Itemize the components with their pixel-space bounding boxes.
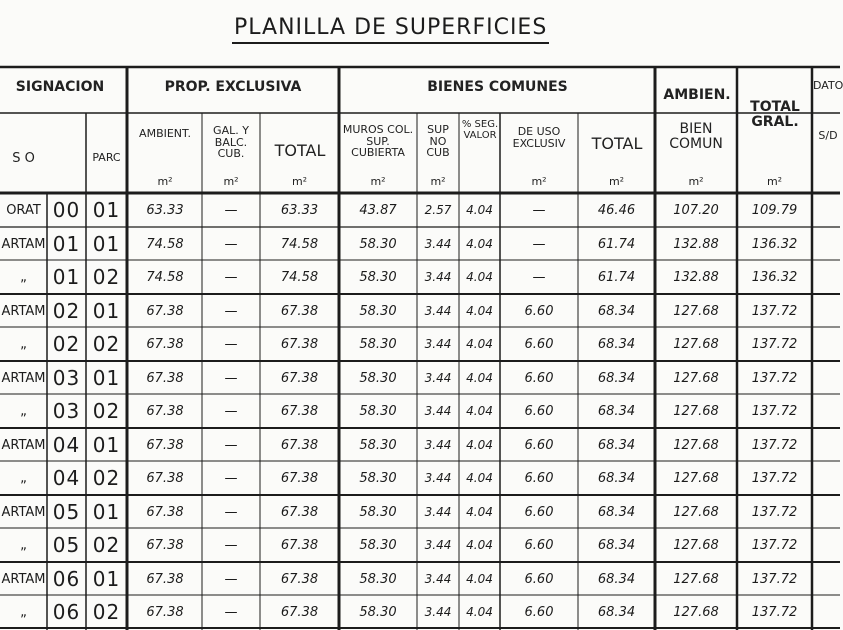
cell-gal: — [224, 337, 238, 352]
unit-total-gral: m² [766, 175, 783, 188]
cell-piso: 06 [52, 600, 81, 624]
cell-uso: „ [20, 605, 27, 620]
unit-sup-no-cub: m² [430, 175, 446, 188]
cell-exclusivo: 6.60 [524, 471, 554, 486]
cell-total-bc: 68.34 [597, 572, 636, 587]
cell-uso: ORAT [6, 203, 41, 218]
unit-ambient: m² [157, 175, 173, 188]
subheader-gal-balc: GAL. Y BALC. CUB. [213, 124, 249, 161]
table-row [0, 529, 840, 562]
cell-gal: — [224, 203, 238, 218]
cell-ambient: 74.58 [146, 270, 184, 285]
subheader-total-prop: TOTAL [274, 141, 326, 160]
cell-piso: 00 [52, 198, 81, 222]
cell-seg: 4.04 [466, 337, 493, 351]
table-row [0, 295, 840, 328]
cell-total-bc: 68.34 [597, 438, 636, 453]
cell-seg: 4.04 [466, 404, 493, 418]
cell-muros: 58.30 [359, 505, 397, 520]
header-bienes-comunes: BIENES COMUNES [427, 79, 568, 95]
subheader-seg-valor: % SEG. VALOR [461, 119, 499, 141]
cell-total: 67.38 [280, 404, 319, 419]
cell-ambient: 67.38 [146, 505, 184, 520]
table-row [0, 395, 840, 428]
cell-muros: 58.30 [359, 404, 397, 419]
cell-total: 74.58 [280, 270, 319, 285]
cell-exclusivo: 6.60 [524, 605, 554, 620]
subheader-total-bienes: TOTAL [591, 134, 643, 153]
cell-piso: 02 [52, 332, 81, 356]
cell-total-gral: 137.72 [751, 438, 798, 453]
cell-gal: — [224, 371, 238, 386]
cell-gal: — [224, 404, 238, 419]
cell-parc: 02 [92, 533, 121, 557]
cell-total-bc: 68.34 [597, 337, 636, 352]
cell-uso: ARTAM [1, 438, 46, 453]
cell-total-gral: 137.72 [751, 572, 798, 587]
table-row [0, 429, 840, 462]
cell-piso: 03 [52, 366, 81, 390]
cell-total: 67.38 [280, 337, 319, 352]
cell-bien-comun: 127.68 [673, 538, 719, 553]
cell-uso: „ [20, 471, 27, 486]
cell-parc: 01 [92, 500, 121, 524]
cell-total-gral: 137.72 [751, 404, 798, 419]
cell-seg: 4.04 [466, 572, 493, 586]
cell-gal: — [224, 304, 238, 319]
cell-total: 63.33 [280, 203, 319, 218]
cell-total-bc: 46.46 [597, 203, 636, 218]
cell-total-gral: 136.32 [751, 270, 798, 285]
cell-total-bc: 68.34 [597, 371, 636, 386]
cell-seg: 4.04 [466, 304, 493, 318]
table-row [0, 194, 840, 227]
cell-uso: ARTAM [1, 304, 46, 319]
cell-gal: — [224, 572, 238, 587]
cell-total-bc: 61.74 [597, 237, 636, 252]
cell-bien-comun: 127.68 [673, 605, 719, 620]
cell-sup-no-cub: 3.44 [424, 304, 452, 318]
cell-ambient: 67.38 [146, 304, 184, 319]
cell-seg: 4.04 [466, 237, 493, 251]
header-prop-exclusiva: PROP. EXCLUSIVA [164, 79, 302, 95]
cell-exclusivo: — [532, 270, 546, 285]
cell-total: 67.38 [280, 304, 319, 319]
cell-total-gral: 137.72 [751, 471, 798, 486]
cell-gal: — [224, 538, 238, 553]
cell-bien-comun: 132.88 [673, 270, 719, 285]
cell-sup-no-cub: 3.44 [424, 471, 452, 485]
table-row [0, 362, 840, 395]
cell-ambient: 63.33 [146, 203, 184, 218]
cell-seg: 4.04 [466, 505, 493, 519]
cell-piso: 05 [52, 500, 81, 524]
cell-total-gral: 137.72 [751, 304, 798, 319]
cell-uso: „ [20, 270, 27, 285]
cell-parc: 01 [92, 198, 121, 222]
cell-seg: 4.04 [466, 270, 493, 284]
cell-piso: 04 [52, 433, 81, 457]
cell-total-bc: 68.34 [597, 605, 636, 620]
table-row [0, 261, 840, 294]
cell-bien-comun: 127.68 [673, 572, 719, 587]
table-row [0, 563, 840, 596]
cell-muros: 58.30 [359, 237, 397, 252]
cell-bien-comun: 127.68 [673, 471, 719, 486]
cell-total-bc: 61.74 [597, 270, 636, 285]
cell-sup-no-cub: 3.44 [424, 438, 452, 452]
cell-sup-no-cub: 3.44 [424, 505, 452, 519]
cell-muros: 58.30 [359, 471, 397, 486]
cell-sup-no-cub: 3.44 [424, 337, 452, 351]
cell-total-gral: 137.72 [751, 371, 798, 386]
cell-total: 67.38 [280, 471, 319, 486]
cell-ambient: 67.38 [146, 471, 184, 486]
cell-exclusivo: 6.60 [524, 304, 554, 319]
cell-seg: 4.04 [466, 438, 493, 452]
cell-parc: 01 [92, 232, 121, 256]
cell-total-gral: 136.32 [751, 237, 798, 252]
cell-piso: 04 [52, 466, 81, 490]
cell-sup-no-cub: 3.44 [424, 270, 452, 284]
header-ambien: AMBIEN. [663, 87, 731, 103]
cell-bien-comun: 127.68 [673, 304, 719, 319]
cell-exclusivo: — [532, 203, 546, 218]
cell-piso: 05 [52, 533, 81, 557]
cell-parc: 02 [92, 399, 121, 423]
cell-bien-comun: 132.88 [673, 237, 719, 252]
cell-gal: — [224, 505, 238, 520]
header-designacion: SIGNACION [15, 79, 105, 95]
cell-piso: 01 [52, 232, 81, 256]
table-row [0, 328, 840, 361]
unit-exclusiv: m² [531, 175, 547, 188]
cell-gal: — [224, 605, 238, 620]
cell-muros: 58.30 [359, 538, 397, 553]
cell-total: 67.38 [280, 572, 319, 587]
cell-uso: „ [20, 538, 27, 553]
cell-piso: 06 [52, 567, 81, 591]
cell-total: 74.58 [280, 237, 319, 252]
cell-parc: 01 [92, 366, 121, 390]
subheader-ambient: AMBIENT. [139, 127, 191, 140]
cell-parc: 02 [92, 466, 121, 490]
cell-seg: 4.04 [466, 605, 493, 619]
unit-total-bienes: m² [608, 175, 625, 188]
cell-bien-comun: 127.68 [673, 404, 719, 419]
cell-bien-comun: 127.68 [673, 505, 719, 520]
cell-exclusivo: 6.60 [524, 337, 554, 352]
cell-exclusivo: 6.60 [524, 371, 554, 386]
cell-piso: 03 [52, 399, 81, 423]
cell-sup-no-cub: 3.44 [424, 538, 452, 552]
cell-total-bc: 68.34 [597, 538, 636, 553]
subheader-parc: PARC [92, 151, 121, 164]
cell-seg: 4.04 [466, 471, 493, 485]
cell-total-gral: 137.72 [751, 337, 798, 352]
cell-exclusivo: 6.60 [524, 505, 554, 520]
table-row [0, 496, 840, 529]
cell-muros: 58.30 [359, 371, 397, 386]
cell-bien-comun: 127.68 [673, 371, 719, 386]
cell-parc: 02 [92, 600, 121, 624]
cell-gal: — [224, 471, 238, 486]
cell-total-gral: 137.72 [751, 538, 798, 553]
page-title: PLANILLA DE SUPERFICIES [232, 14, 549, 44]
cell-total: 67.38 [280, 538, 319, 553]
cell-total: 67.38 [280, 438, 319, 453]
subheader-uso: S O [12, 151, 35, 166]
cell-piso: 02 [52, 299, 81, 323]
cell-muros: 58.30 [359, 337, 397, 352]
cell-total-gral: 137.72 [751, 605, 798, 620]
cell-parc: 01 [92, 433, 121, 457]
table-row [0, 462, 840, 495]
unit-gal: m² [223, 175, 239, 188]
cell-ambient: 67.38 [146, 371, 184, 386]
cell-parc: 02 [92, 332, 121, 356]
unit-muros: m² [370, 175, 386, 188]
cell-sup-no-cub: 3.44 [424, 572, 452, 586]
cell-gal: — [224, 270, 238, 285]
cell-sup-no-cub: 3.44 [424, 605, 452, 619]
cell-sup-no-cub: 3.44 [424, 371, 452, 385]
cell-ambient: 74.58 [146, 237, 184, 252]
cell-gal: — [224, 438, 238, 453]
cell-seg: 4.04 [466, 203, 493, 217]
cell-uso: ARTAM [1, 572, 46, 587]
cell-parc: 01 [92, 567, 121, 591]
cell-exclusivo: 6.60 [524, 572, 554, 587]
cell-piso: 01 [52, 265, 81, 289]
cell-seg: 4.04 [466, 371, 493, 385]
cell-muros: 58.30 [359, 270, 397, 285]
cell-exclusivo: 6.60 [524, 538, 554, 553]
cell-uso: ARTAM [1, 505, 46, 520]
cell-ambient: 67.38 [146, 337, 184, 352]
cell-ambient: 67.38 [146, 605, 184, 620]
cell-parc: 02 [92, 265, 121, 289]
subheader-uso-exclusiv: DE USO EXCLUSIV [512, 125, 566, 150]
cell-bien-comun: 127.68 [673, 438, 719, 453]
cell-total-bc: 68.34 [597, 304, 636, 319]
cell-exclusivo: — [532, 237, 546, 252]
header-total-gral: TOTAL GRAL. [750, 99, 800, 130]
cell-muros: 58.30 [359, 304, 397, 319]
cell-sup-no-cub: 2.57 [424, 203, 452, 217]
table-row [0, 596, 840, 629]
cell-sup-no-cub: 3.44 [424, 404, 452, 418]
unit-total-prop: m² [291, 175, 308, 188]
cell-total: 67.38 [280, 371, 319, 386]
cell-uso: „ [20, 337, 27, 352]
cell-exclusivo: 6.60 [524, 438, 554, 453]
cell-total-bc: 68.34 [597, 404, 636, 419]
unit-bien-comun: m² [688, 175, 704, 188]
subheader-sup-no-cub: SUP NO CUB [426, 123, 450, 160]
cell-total: 67.38 [280, 605, 319, 620]
cell-uso: „ [20, 404, 27, 419]
subheader-bien-comun: BIEN COMUN [669, 121, 723, 152]
cell-muros: 58.30 [359, 605, 397, 620]
cell-total-bc: 68.34 [597, 471, 636, 486]
cell-total-gral: 109.79 [751, 203, 798, 218]
cell-total-gral: 137.72 [751, 505, 798, 520]
cell-uso: ARTAM [1, 371, 46, 386]
cell-ambient: 67.38 [146, 572, 184, 587]
cell-sup-no-cub: 3.44 [424, 237, 452, 251]
cell-uso: ARTAM [1, 237, 46, 252]
cell-ambient: 67.38 [146, 538, 184, 553]
header-datos: DATO [813, 79, 843, 92]
cell-seg: 4.04 [466, 538, 493, 552]
cell-total-bc: 68.34 [597, 505, 636, 520]
cell-bien-comun: 107.20 [673, 203, 719, 218]
cell-muros: 58.30 [359, 438, 397, 453]
cell-ambient: 67.38 [146, 438, 184, 453]
subheader-muros: MUROS COL. SUP. CUBIERTA [342, 123, 414, 160]
cell-gal: — [224, 237, 238, 252]
subheader-sd: S/D [818, 129, 838, 142]
cell-muros: 58.30 [359, 572, 397, 587]
cell-exclusivo: 6.60 [524, 404, 554, 419]
cell-bien-comun: 127.68 [673, 337, 719, 352]
table-row [0, 228, 840, 261]
cell-total: 67.38 [280, 505, 319, 520]
cell-parc: 01 [92, 299, 121, 323]
cell-ambient: 67.38 [146, 404, 184, 419]
cell-muros: 43.87 [359, 203, 397, 218]
